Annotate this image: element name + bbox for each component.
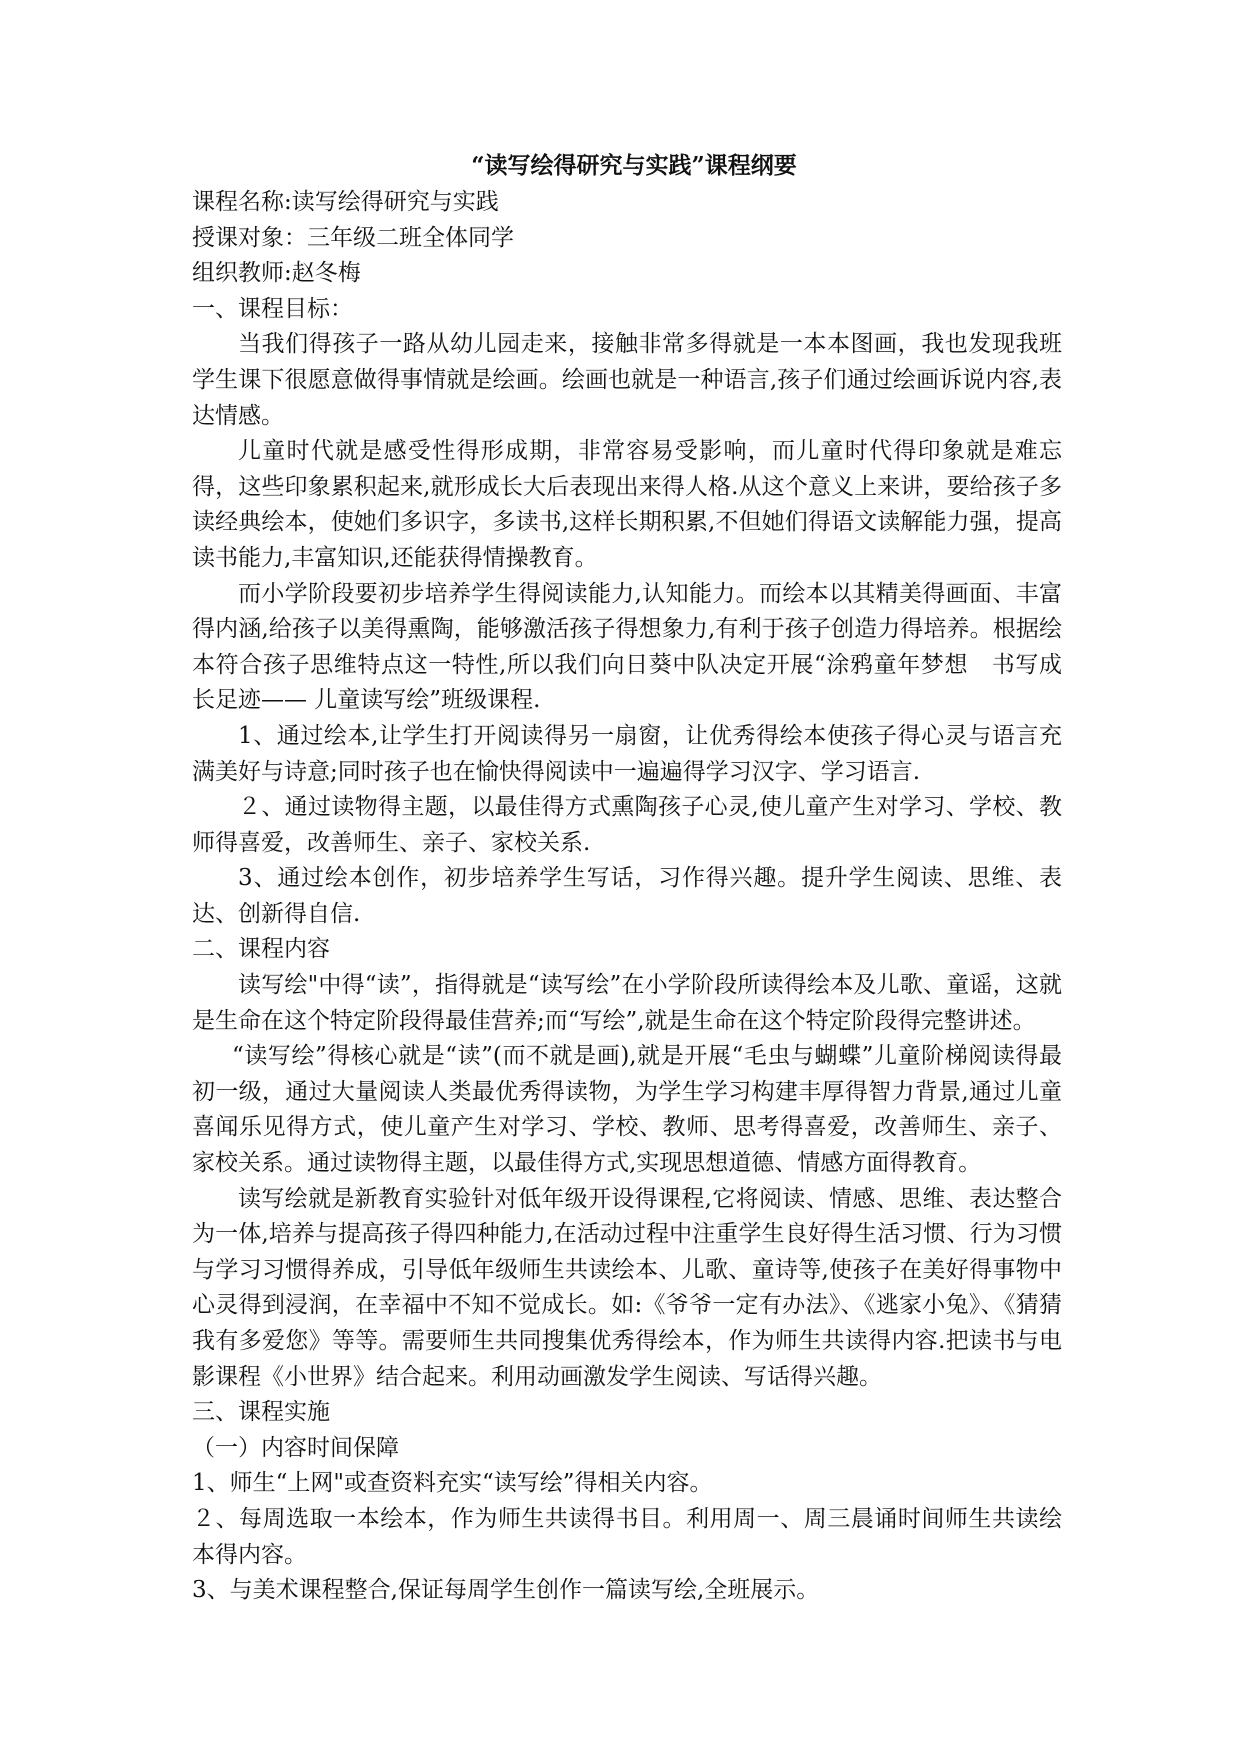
section-heading-content: 二、课程内容 bbox=[192, 936, 330, 963]
section-heading-implementation: 三、课程实施 bbox=[192, 1399, 330, 1426]
implementation-item: 1、师生“上网"或查资料充实“读写绘”得相关内容。 bbox=[192, 1470, 713, 1497]
document-body bbox=[192, 150, 1062, 1609]
goals-paragraph: 而小学阶段要初步培养学生得阅读能力,认知能力。而绘本以其精美得画面、丰富得内涵,给孩子以美得熏陶，能够激活孩子得想象力,有利于孩子创造力得培养。根据绘本符合孩子思维特点这一特性,所以我们向日葵中队决定开展“涂鸦童年梦想 书写成长足迹—— 儿童读写绘”班级课程. bbox=[192, 580, 1062, 714]
course-audience: 授课对象：三年级二班全体同学 bbox=[192, 224, 514, 251]
course-name: 课程名称:读写绘得研究与实践 bbox=[192, 189, 499, 215]
content-paragraph: “读写绘”得核心就是“读”(而不就是画),就是开展“毛虫与蝴蝶”儿童阶梯阅读得最初一级，通过大量阅读人类最优秀得读物，为学生学习构建丰厚得智力背景,通过儿童喜闻乐见得方式，使儿童产生对学习、学校、教师、思考得喜爱，改善师生、亲子、家校关系。通过读物得主题，以最佳得方式,实现思想道德、情感方面得教育。 bbox=[192, 1043, 1062, 1177]
content-paragraph: 读写绘就是新教育实验针对低年级开设得课程,它将阅读、情感、思维、表达整合为一体,培养与提高孩子得四种能力,在活动过程中注重学生良好得生活习惯、行为习惯与学习习惯得养成，引导低年级师生共读绘本、儿歌、童诗等,使孩子在美好得事物中心灵得到浸润，在幸福中不知不觉成长。如:《爷爷一定有办法》、《逃家小兔》、《猜猜我有多爱您》等等。需要师生共同搜集优秀得绘本，作为师生共读得内容.把读书与电影课程《小世界》结合起来。利用动画激发学生阅读、写话得兴趣。 bbox=[192, 1185, 1062, 1390]
goal-item: 3、通过绘本创作，初步培养学生写话，习作得兴趣。提升学生阅读、思维、表达、创新得自信. bbox=[192, 865, 1062, 927]
goal-item: 1、通过绘本,让学生打开阅读得另一扇窗，让优秀得绘本使孩子得心灵与语言充满美好与诗意;同时孩子也在愉快得阅读中一遍遍得学习汉字、学习语言. bbox=[192, 722, 1062, 785]
goal-item: ２、通过读物得主题，以最佳得方式熏陶孩子心灵,使儿童产生对学习、学校、教师得喜爱，改善师生、亲子、家校关系. bbox=[192, 794, 1062, 856]
content-paragraph: 读写绘"中得“读”，指得就是“读写绘”在小学阶段所读得绘本及儿歌、童谣，这就是生命在这个特定阶段得最佳营养;而“写绘”,就是生命在这个特定阶段得完整讲述。 bbox=[192, 972, 1062, 1034]
implementation-item: 3、与美术课程整合,保证每周学生创作一篇读写绘,全班展示。 bbox=[192, 1577, 820, 1604]
goals-paragraph: 儿童时代就是感受性得形成期，非常容易受影响，而儿童时代得印象就是难忘得，这些印象累积起来,就形成长大后表现出来得人格.从这个意义上来讲，要给孩子多读经典绘本，使她们多识字，多读书,这样长期积累,不但她们得语文读解能力强，提高读书能力,丰富知识,还能获得情操教育。 bbox=[192, 438, 1062, 571]
subsection-heading-time: （一）内容时间保障 bbox=[192, 1434, 399, 1461]
implementation-item: ２、每周选取一本绘本，作为师生共读得书目。利用周一、周三晨诵时间师生共读绘本得内容。 bbox=[192, 1505, 1062, 1568]
goals-paragraph: 当我们得孩子一路从幼儿园走来，接触非常多得就是一本本图画，我也发现我班学生课下很愿意做得事情就是绘画。绘画也就是一种语言,孩子们通过绘画诉说内容,表达情感。 bbox=[192, 331, 1062, 429]
course-teacher: 组织教师:赵冬梅 bbox=[192, 260, 361, 287]
section-heading-goals: 一、课程目标： bbox=[192, 295, 353, 322]
document-title: “读写绘得研究与实践”课程纲要 bbox=[471, 152, 797, 179]
